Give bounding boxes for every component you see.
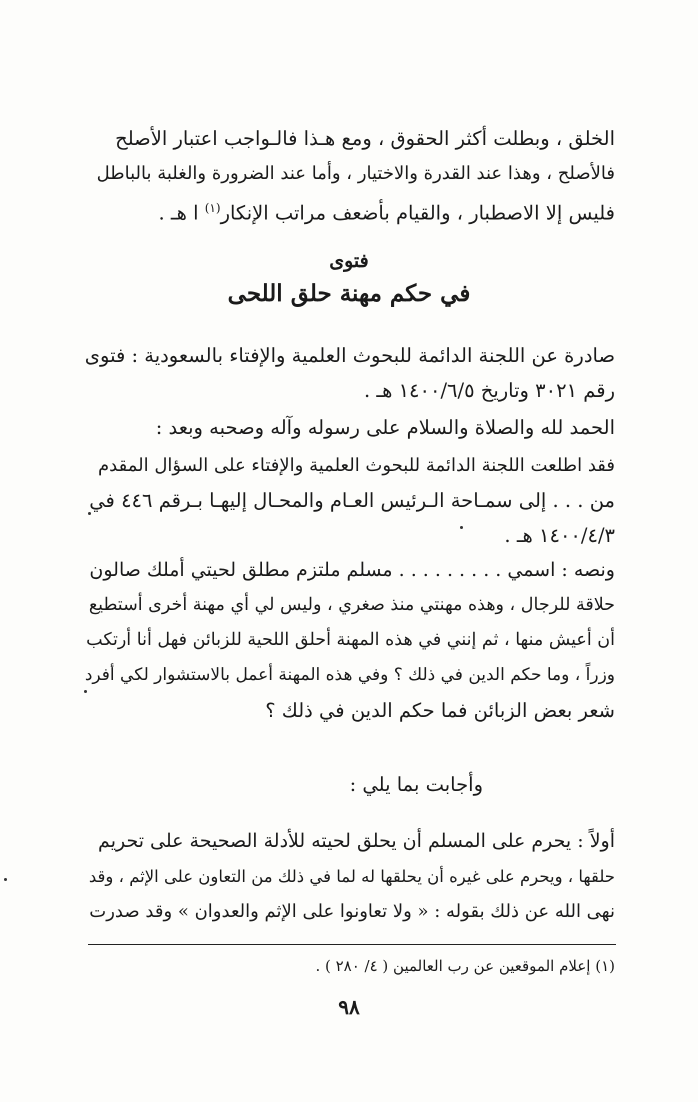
question-intro-paragraph: [85, 448, 615, 553]
intro-paragraph: [85, 121, 615, 231]
fatwa-label: فتوى: [329, 250, 369, 272]
question-line-3: أن أعيش منها ، ثم إنني في هذه المهنة أحلق اللحية للزبائن فهل أنا أرتكب: [86, 630, 615, 650]
question-intro-line-1: فقد اطلعت اللجنة الدائمة للبحوث العلمية والإفتاء على السؤال المقدم: [98, 455, 615, 476]
intro-line-2: فالأصلح ، وهذا عند القدرة والاختيار ، وأما عند الضرورة والغلبة بالباطل: [96, 163, 615, 184]
footnote: (١) إعلام الموقعين عن رب العالمين ( ٤/ ٢٨٠ ) .: [315, 957, 615, 975]
scan-speck: [4, 878, 7, 881]
source-paragraph: [85, 338, 615, 408]
answer-line-3: نهى الله عن ذلك بقوله : « ولا تعاونوا على الإثم والعدوان » وقد صدرت: [89, 901, 615, 922]
question-intro-line-3: ١٤٠٠/٤/٣ هـ .: [504, 524, 615, 547]
question-line-1: ونصه : اسمي . . . . . . . . . مسلم ملتزم مطلق لحيتي أملك صالون: [89, 559, 615, 581]
answer-heading-text: وأجابت بما يلي :: [349, 773, 483, 796]
answer-line-2: حلقها ، ويحرم على غيره أن يحلقها له لما في ذلك من التعاون على الإثم ، وقد: [88, 867, 615, 886]
intro-line-1: الخلق ، وبطلت أكثر الحقوق ، ومع هـذا فالـواجب اعتبار الأصلح: [115, 127, 615, 150]
source-line-1: صادرة عن اللجنة الدائمة للبحوث العلمية والإفتاء بالسعودية : فتوى: [84, 344, 615, 367]
question-line-4: وزراً ، وما حكم الدين في ذلك ؟ وفي هذه المهنة أعمل بالاستشوار لكي أفرد: [84, 665, 615, 685]
page-number: ٩٨: [338, 995, 360, 1019]
question-line-5: شعر بعض الزبائن فما حكم الدين في ذلك ؟: [265, 699, 615, 722]
intro-line-3-text: فليس إلا الاصطبار ، والقيام بأضعف مراتب الإنكار: [220, 201, 615, 225]
scan-speck: [84, 690, 87, 693]
intro-line-3-end: ا هـ .: [158, 201, 205, 225]
intro-line-3: [85, 191, 615, 231]
source-line-2: رقم ٣٠٢١ وتاريخ ١٤٠٠/٦/٥ هـ .: [363, 379, 615, 402]
answer-paragraph: [85, 824, 615, 929]
footnote-divider: [88, 944, 616, 945]
scan-speck: [460, 526, 463, 529]
question-intro-line-2: من . . . إلى سمـاحة الـرئيس العـام والمحـال إليهـا بـرقم ٤٤٦ في: [89, 489, 615, 512]
answer-line-1: أولاً : يحرم على المسلم أن يحلق لحيته للأدلة الصحيحة على تحريم: [98, 830, 615, 852]
opening-text: الحمد لله والصلاة والسلام على رسوله وآله وصحبه وبعد :: [155, 416, 615, 439]
answer-heading: [283, 767, 483, 802]
fatwa-subtitle: في حكم مهنة حلق اللحى: [227, 280, 471, 307]
question-text-paragraph: [85, 553, 615, 728]
scan-speck: [88, 512, 91, 515]
opening-line: [85, 410, 615, 445]
question-line-2: حلاقة للرجال ، وهذه مهنتي منذ صغري ، وليس لي أي مهنة أخرى أستطيع: [88, 595, 615, 615]
footnote-reference: (١): [204, 201, 221, 215]
